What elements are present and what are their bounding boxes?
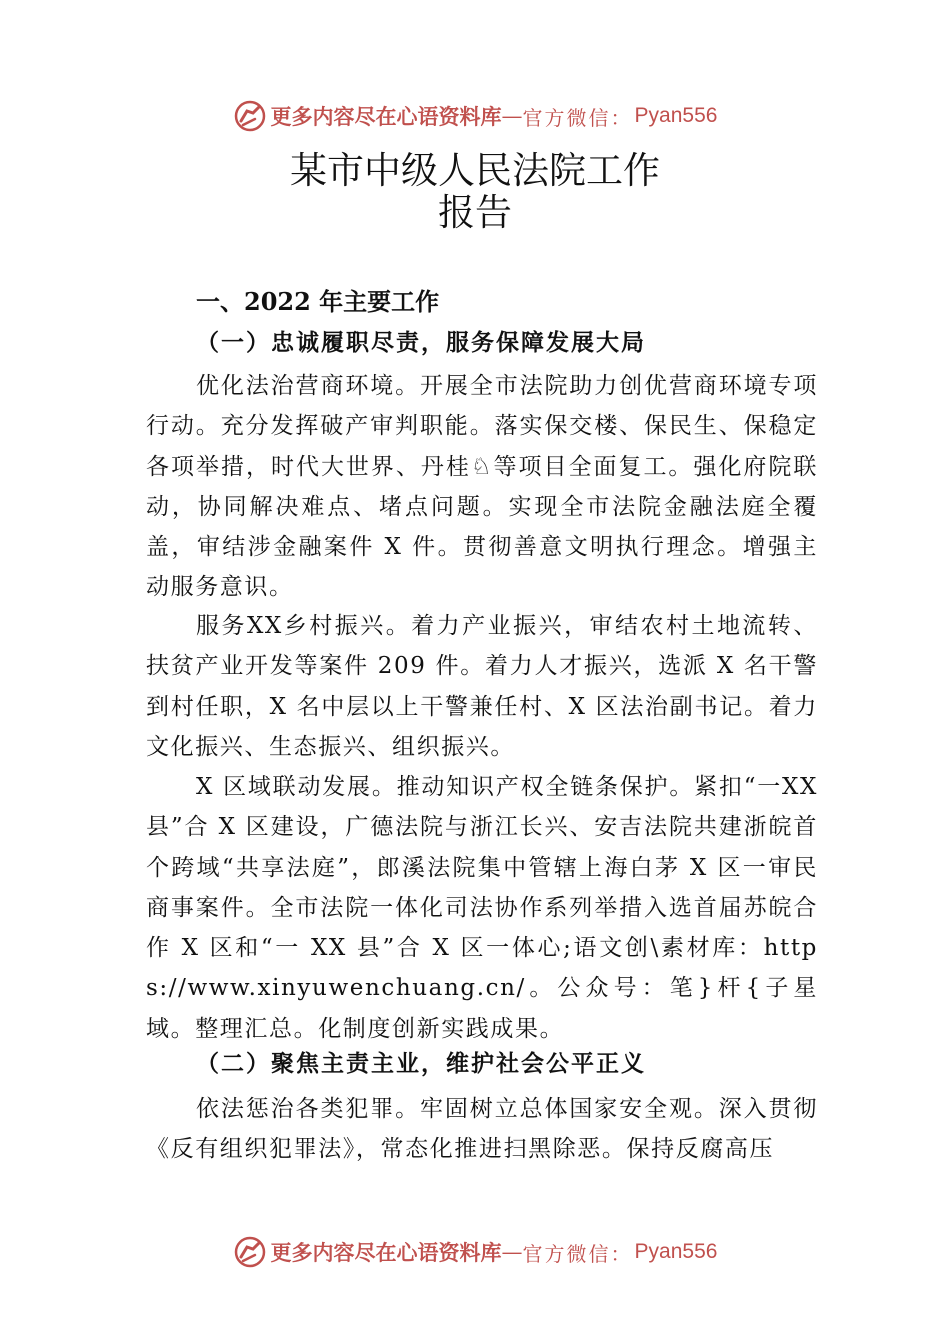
banner-main-text: 更多内容尽在心语资料库 <box>270 104 502 129</box>
paragraph-1: 优化法治营商环境。开展全市法院助力创优营商环境专项行动。充分发挥破产审判职能。落实保交楼、保民生、保稳定各项举措，时代大世界、丹桂♘等项目全面复工。强化府院联动，协同解决难点、堵点问题。实现全市法院金融法庭全覆盖，审结涉金融案件 X 件。贯彻善意文明执行理念。增强主动服务意识。 <box>146 373 818 601</box>
paragraph-2: 服务XX乡村振兴。着力产业振兴，审结农村土地流转、扶贫产业开发等案件 209 件。着力人才振兴，选派 X 名干警到村任职，X 名中层以上干警兼任村、X 区法治副书记。着力文化振兴、生态振兴、组织振兴。 <box>146 613 818 760</box>
banner-wechat-id: Pyan556 <box>634 104 718 127</box>
section-heading: 一、2022 年主要工作 <box>196 287 440 316</box>
footer-main-text: 更多内容尽在心语资料库 <box>270 1240 502 1265</box>
footer-separator: — <box>501 1240 523 1264</box>
header-banner <box>0 96 950 136</box>
pen-book-logo-icon <box>233 99 267 133</box>
footer-wechat-label: 官方微信： <box>522 1241 633 1266</box>
banner-separator: — <box>501 104 523 128</box>
footer-wechat-id: Pyan556 <box>634 1240 718 1263</box>
document-title: 某市中级人民法院工作报告 <box>290 149 660 234</box>
paragraph-3: X 区域联动发展。推动知识产权全链条保护。紧扣“一XX 县”合 X 区建设，广德法院与浙江长兴、安吉法院共建浙皖首个跨域“共享法庭”，郎溪法院集中管辖上海白茅 X 区一审民商事案件。全市法院一体化司法协作系列举措入选首届苏皖合作 X 区和“一 XX 县”合 X 区一体心;语文创\素材库：https://www.xinyuwenchuang.cn/。公众号：笔}杆{子星域。整理汇总。化制度创新实践成果。 <box>146 774 818 1042</box>
banner-wechat-label: 官方微信： <box>522 105 633 130</box>
pen-book-logo-icon <box>233 1235 267 1269</box>
footer-banner <box>0 1232 950 1272</box>
subsection-heading-1: （一）忠诚履职尽责，服务保障发展大局 <box>196 329 646 356</box>
subsection-heading-2: （二）聚焦主责主业，维护社会公平正义 <box>196 1050 646 1077</box>
paragraph-4: 依法惩治各类犯罪。牢固树立总体国家安全观。深入贯彻《反有组织犯罪法》，常态化推进扫黑除恶。保持反腐高压 <box>146 1096 818 1163</box>
